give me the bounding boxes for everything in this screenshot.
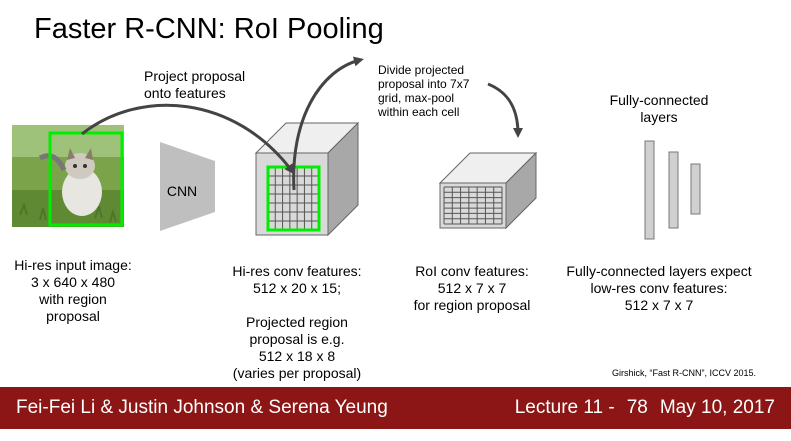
footer-date: May 10, 2017 xyxy=(659,397,775,418)
divide-arrow-out xyxy=(488,84,518,134)
roi-feature-cube xyxy=(440,153,536,228)
footer-lecture: Lecture 11 - xyxy=(514,397,615,418)
caption-conv: Hi-res conv features: 512 x 20 x 15; Projected region proposal is e.g. 512 x 18 x 8 (varies per proposal) xyxy=(232,263,362,381)
caption-input: Hi-res input image: 3 x 640 x 480 with region proposal xyxy=(14,257,132,324)
fc-title: Fully-connected layers xyxy=(609,92,709,125)
project-label: Project proposal onto features xyxy=(144,68,246,101)
footer-bar xyxy=(0,387,791,429)
cnn-block xyxy=(160,142,215,231)
input-image xyxy=(12,125,124,227)
fc-layer-1 xyxy=(645,141,654,239)
divide-label: Divide projected proposal into 7x7 grid, max-pool within each cell xyxy=(378,63,470,119)
citation: Girshick, “Fast R-CNN”, ICCV 2015. xyxy=(612,368,757,378)
fc-layer-2 xyxy=(669,152,678,228)
conv-feature-cube xyxy=(256,123,358,235)
footer-right xyxy=(503,396,775,420)
footer-page: 78 xyxy=(626,397,648,418)
caption-fc: Fully-connected layers expect low-res conv features: 512 x 7 x 7 xyxy=(566,263,752,313)
slide-title: Faster R-CNN: RoI Pooling xyxy=(34,13,384,45)
fc-layer-3 xyxy=(691,164,700,214)
caption-roi: RoI conv features: 512 x 7 x 7 for region proposal xyxy=(413,263,531,313)
fc-layers xyxy=(645,141,700,239)
cnn-label: CNN xyxy=(166,183,198,199)
footer-authors: Fei-Fei Li & Justin Johnson & Serena Yeung xyxy=(16,397,388,418)
